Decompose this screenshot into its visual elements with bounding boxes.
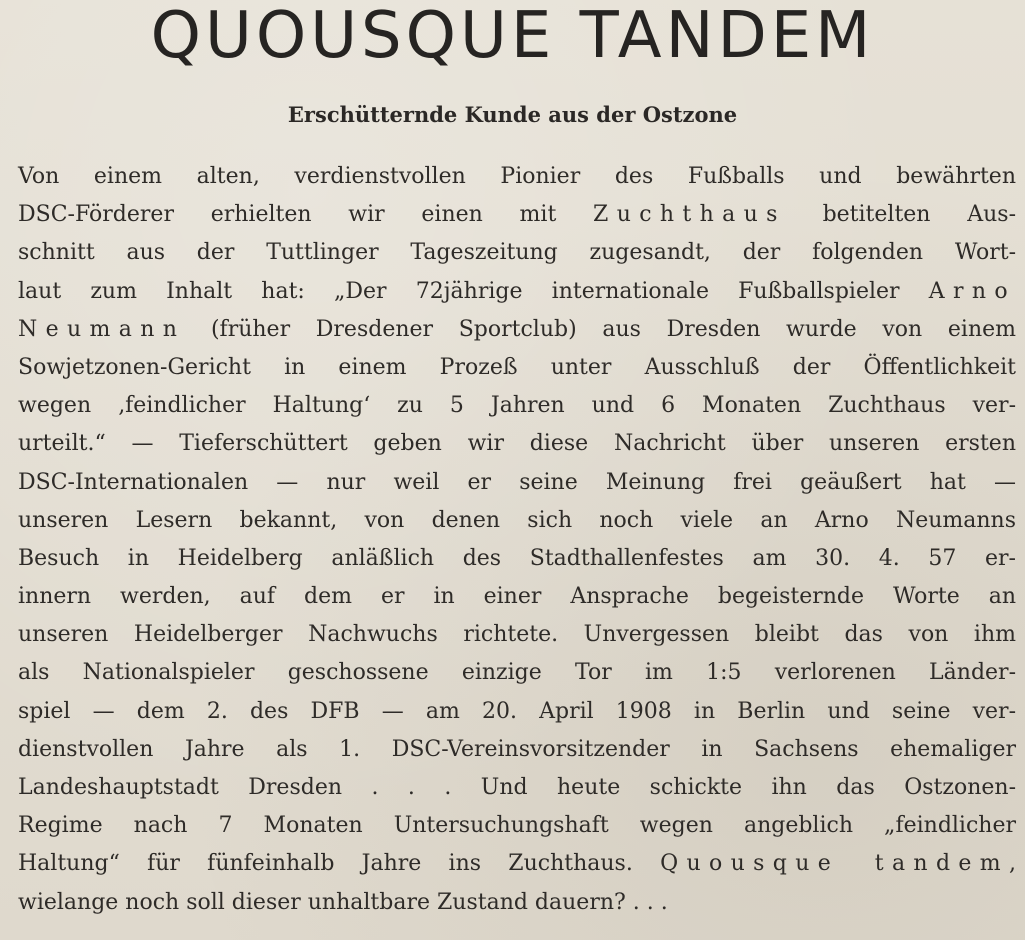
body-line: als Nationalspieler geschossene einzige Tor im 1:5 verlorenen Länder- [18,660,1016,686]
body-line: unseren Heidelberger Nachwuchs richtete. Unvergessen bleibt das von ihm [18,622,1016,648]
body-line: Neumann (früher Dresdener Sportclub) aus Dresden wurde von einem [18,316,1016,342]
body-line: DSC-Förderer erhielten wir einen mit Zuchthaus betitelten Aus- [18,202,1016,228]
body-line: spiel — dem 2. des DFB — am 20. April 1908 in Berlin und seine ver- [18,698,1016,724]
body-line: Besuch in Heidelberg anläßlich des Stadthallenfestes am 30. 4. 57 er- [18,545,1016,571]
article-subtitle: Erschütternde Kunde aus der Ostzone [287,102,738,127]
body-line: wielange noch soll dieser unhaltbare Zustand dauern? . . . [18,889,668,915]
body-line: dienstvollen Jahre als 1. DSC-Vereinsvorsitzender in Sachsens ehemaliger [18,736,1016,762]
body-line: innern werden, auf dem er in einer Ansprache begeisternde Worte an [18,584,1016,610]
article-title: QUOUSQUE TANDEM [150,0,875,73]
body-line: wegen ‚feindlicher Haltung‘ zu 5 Jahren und 6 Monaten Zuchthaus ver- [18,393,1016,419]
article-body [18,158,1016,922]
body-line: Sowjetzonen-Gericht in einem Prozeß unter Ausschluß der Öffentlichkeit [18,354,1016,380]
body-line: urteilt.“ — Tieferschüttert geben wir diese Nachricht über unseren ersten [18,431,1016,457]
body-line: Landeshauptstadt Dresden . . . Und heute schickte ihn das Ostzonen- [18,775,1016,800]
spaced-emphasis: Arno [928,278,1016,304]
body-line: laut zum Inhalt hat: „Der 72jährige internationale Fußballspieler Arno [18,278,1016,304]
body-line: Von einem alten, verdienstvollen Pionier des Fußballs und bewährten [18,164,1016,189]
spaced-emphasis: Zuchthaus [593,202,786,228]
body-line: schnitt aus der Tuttlinger Tageszeitung zugesandt, der folgenden Wort- [18,240,1016,266]
spaced-emphasis: Neumann [18,316,186,342]
body-line: Haltung“ für fünfeinhalb Jahre ins Zuchthaus. Quousque tandem, [18,851,1016,877]
body-line: unseren Lesern bekannt, von denen sich noch viele an Arno Neumanns [18,507,1016,533]
body-line: DSC-Internationalen — nur weil er seine Meinung frei geäußert hat — [18,469,1016,495]
body-line: Regime nach 7 Monaten Untersuchungshaft wegen angeblich „feindlicher [18,813,1016,839]
spaced-emphasis: Quousque tandem [660,851,1009,877]
